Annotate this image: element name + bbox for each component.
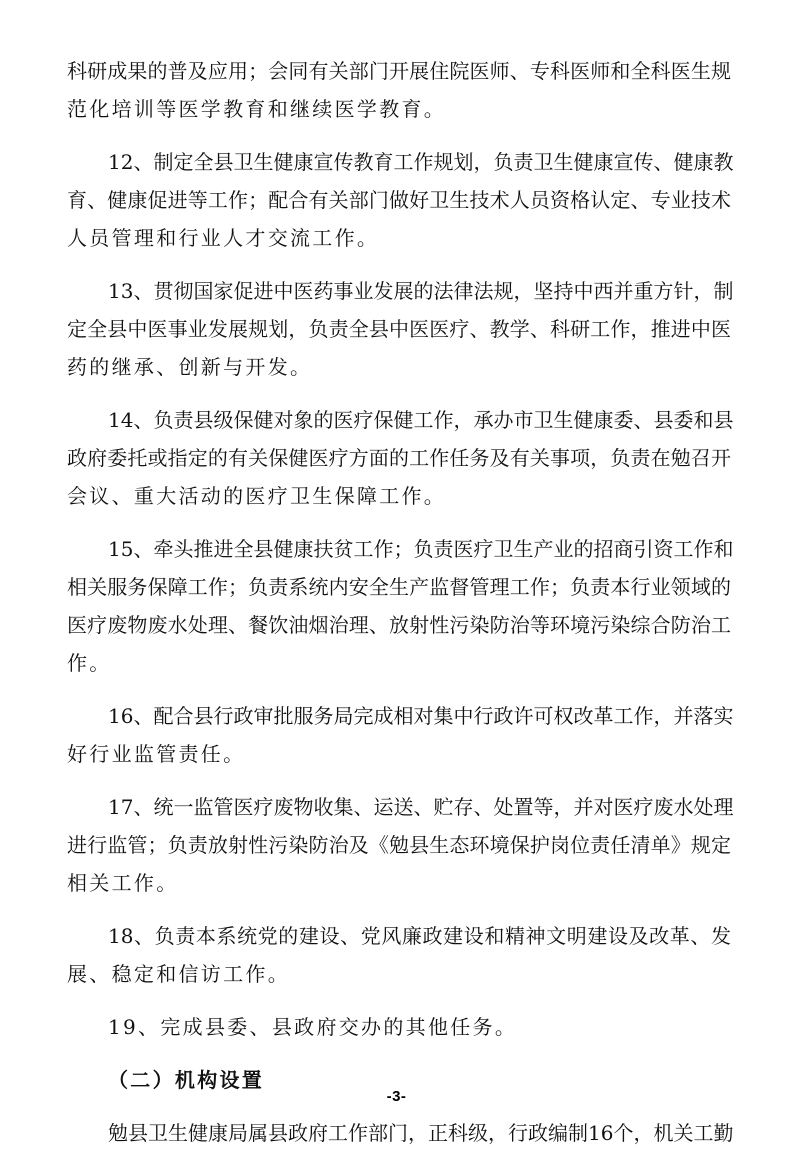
list-item-first-line: 14、负责县级保健对象的医疗保健工作，承办市卫生健康委、县委和县: [108, 408, 734, 432]
text-line: 医疗废物废水处理、餐饮油烟治理、放射性污染防治等环境污染综合防治工: [67, 613, 731, 637]
section-heading: （二）机构设置: [108, 1068, 265, 1092]
text-line: 定全县中医事业发展规划，负责全县中医医疗、教学、科研工作，推进中医: [67, 317, 731, 341]
text-line: 会议、重大活动的医疗卫生保障工作。: [67, 484, 447, 508]
list-item-first-line: 16、配合县行政审批服务局完成相对集中行政许可权改革工作，并落实: [108, 704, 734, 728]
list-item-first-line: 15、牵头推进全县健康扶贫工作；负责医疗卫生产业的招商引资工作和: [108, 537, 734, 561]
list-item-first-line: 13、贯彻国家促进中医药事业发展的法律法规，坚持中西并重方针，制: [108, 279, 734, 303]
list-item-first-line: 19、完成县委、县政府交办的其他任务。: [108, 1015, 518, 1039]
list-item-first-line: 12、制定全县卫生健康宣传教育工作规划，负责卫生健康宣传、健康教: [108, 150, 734, 174]
text-line: 科研成果的普及应用；会同有关部门开展住院医师、专科医师和全科医生规: [67, 59, 731, 83]
text-line: 政府委托或指定的有关保健医疗方面的工作任务及有关事项，负责在勉召开: [67, 446, 731, 470]
text-line: 相关工作。: [67, 871, 179, 895]
text-line: 作。: [67, 651, 112, 675]
text-line: 相关服务保障工作；负责系统内安全生产监督管理工作；负责本行业领域的: [67, 575, 731, 599]
text-line: 人员管理和行业人才交流工作。: [67, 226, 380, 250]
text-line: 范化培训等医学教育和继续医学教育。: [67, 97, 447, 121]
text-line: 药的继承、创新与开发。: [67, 355, 313, 379]
list-item-first-line: 17、统一监管医疗废物收集、运送、贮存、处置等，并对医疗废水处理: [108, 795, 734, 819]
list-item-first-line: 18、负责本系统党的建设、党风廉政建设和精神文明建设及改革、发: [108, 924, 731, 948]
text-line: 勉县卫生健康局属县政府工作部门，正科级，行政编制16个，机关工勤: [108, 1121, 734, 1145]
text-line: 展、稳定和信访工作。: [67, 962, 290, 986]
page-number: -3-: [386, 1088, 407, 1105]
text-line: 进行监管；负责放射性污染防治及《勉县生态环境保护岗位责任清单》规定: [67, 833, 731, 857]
text-line: 育、健康促进等工作；配合有关部门做好卫生技术人员资格认定、专业技术: [67, 188, 731, 212]
text-line: 好行业监管责任。: [67, 742, 246, 766]
document-body: [67, 52, 734, 1152]
